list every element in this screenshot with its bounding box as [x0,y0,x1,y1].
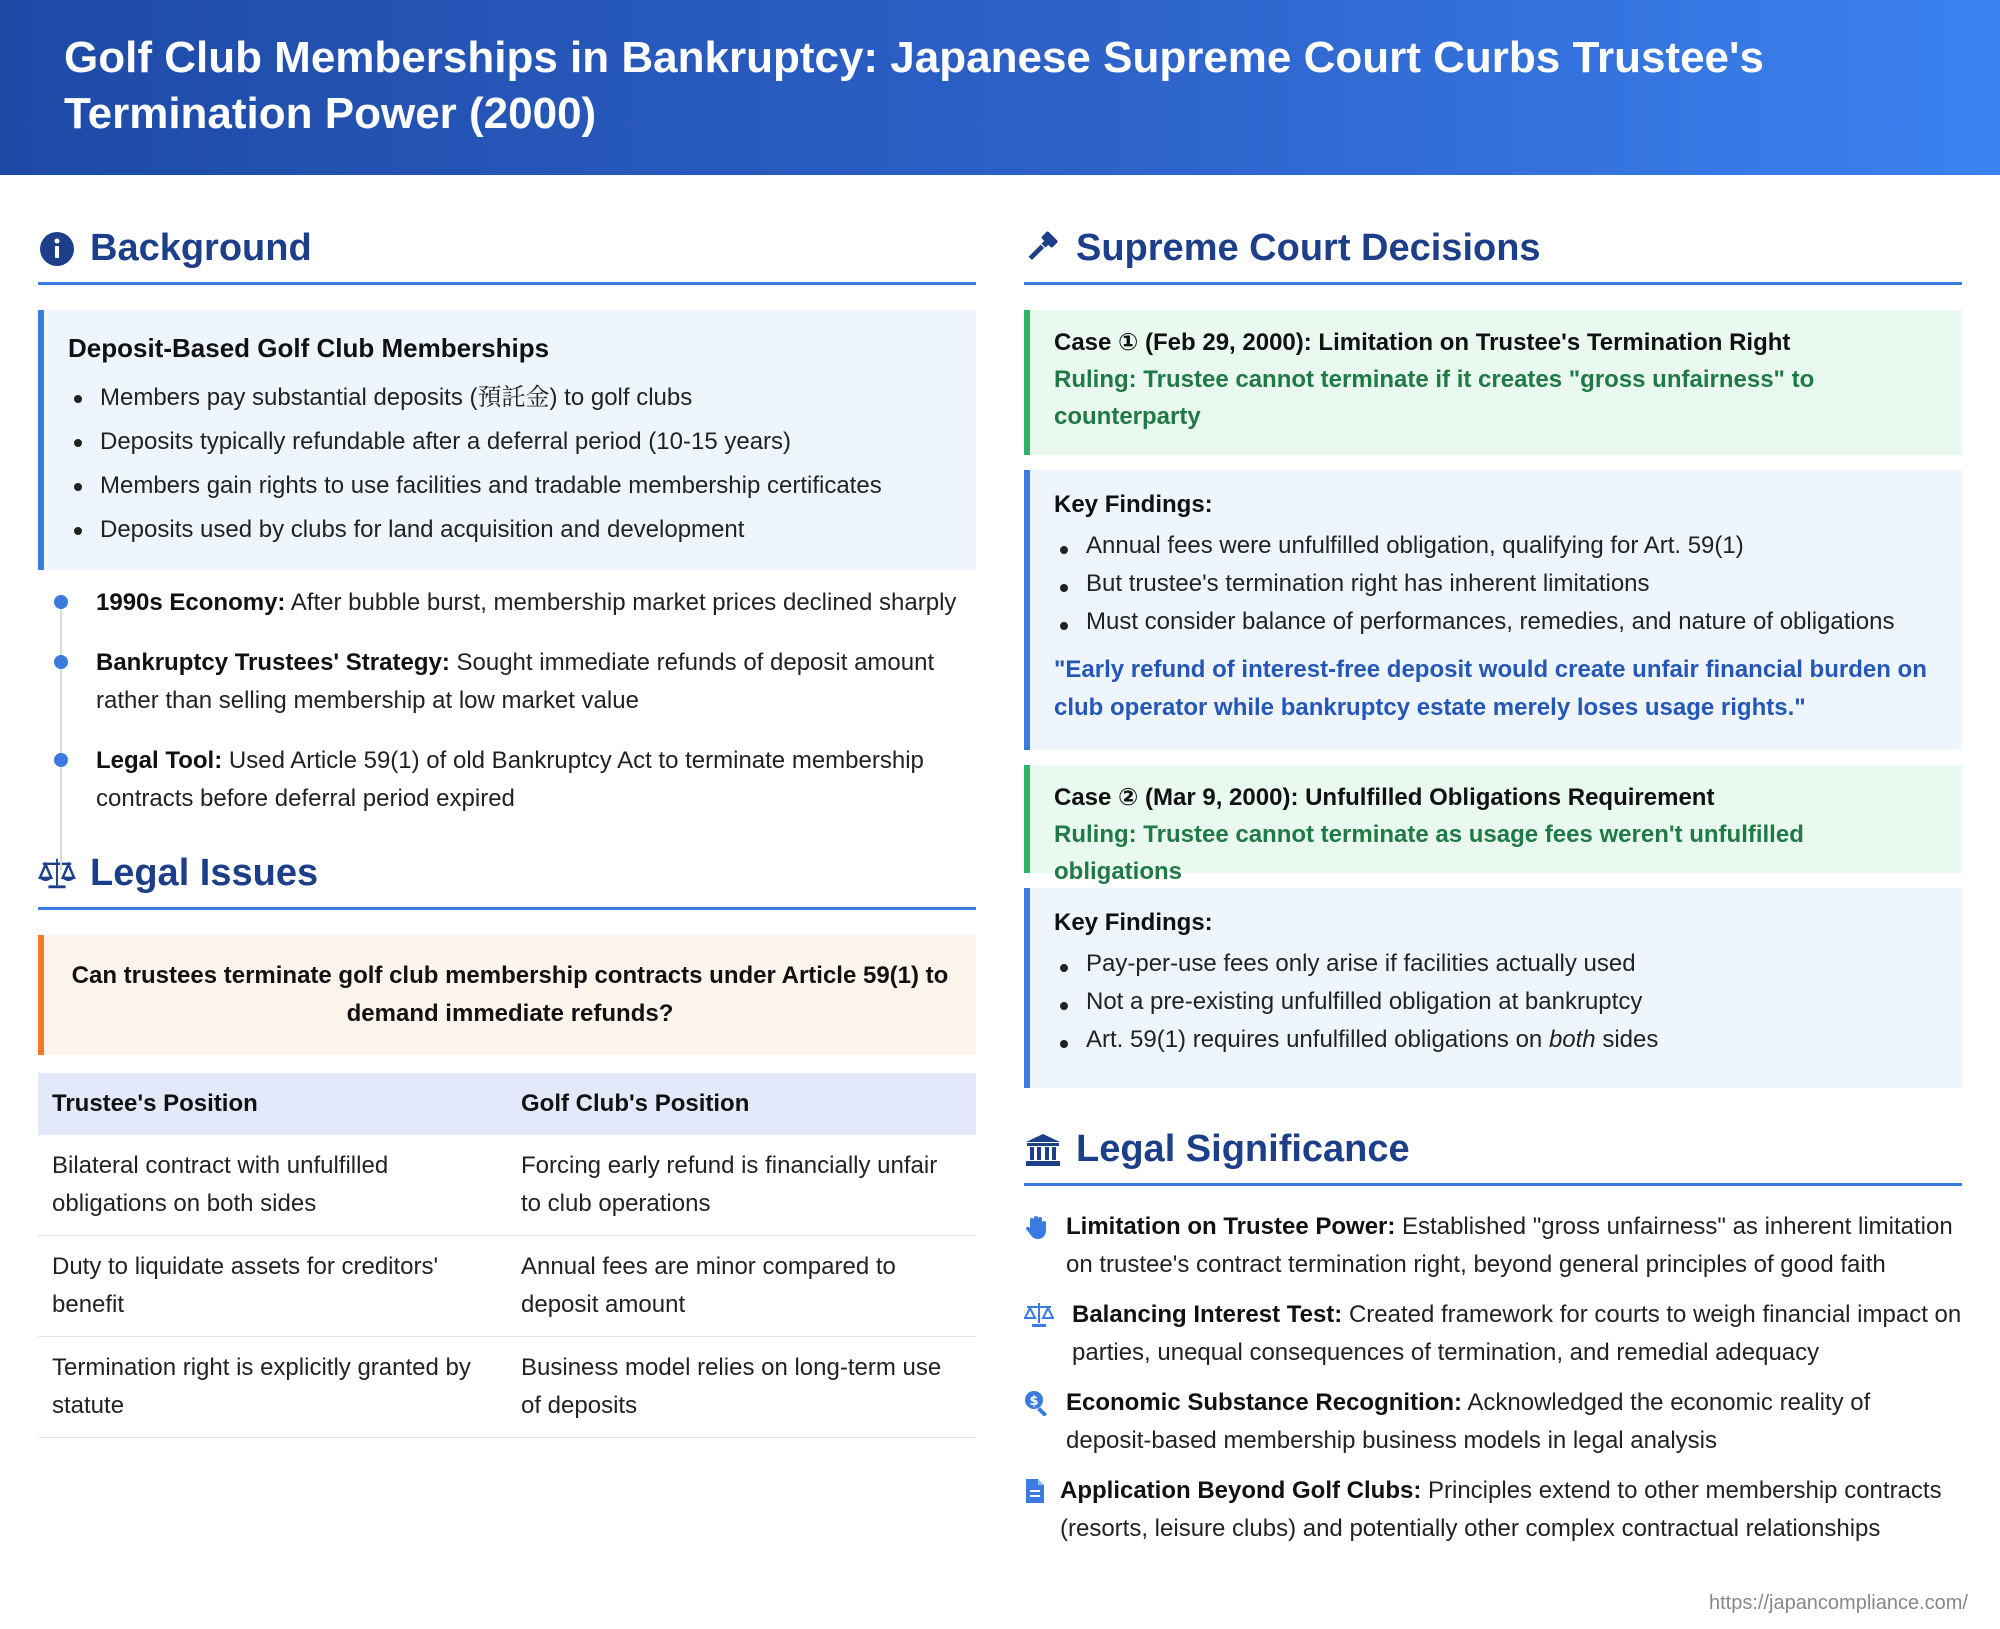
page-header [0,0,2000,175]
significance-text: Created framework for courts to weigh financial impact on parties, unequal consequences of termination, and remedial adequacy [1072,1301,1962,1366]
case2-findings-label: Key Findings: [1054,909,1213,936]
table-cell: Termination right is explicitly granted by statute [38,1337,507,1438]
legal-question-box [38,935,976,1055]
case2-findings-box [1024,888,1962,1088]
search-dollar-icon [1024,1390,1050,1416]
list-item: Must consider balance of performances, remedies, and nature of obligations [1054,603,1938,641]
timeline-dot [54,595,68,609]
background-timeline [38,584,976,818]
list-item: Members gain rights to use facilities and tradable membership certificates [68,464,952,508]
document-icon [1024,1478,1050,1504]
list-item: Not a pre-existing unfulfilled obligation at bankruptcy [1054,983,1938,1021]
timeline-label: 1990s Economy: [96,589,286,616]
info-icon [38,230,76,268]
list-item [1024,1472,1962,1548]
timeline-label: Legal Tool: [96,747,223,774]
deposit-box-title: Deposit-Based Golf Club Memberships [68,333,550,363]
timeline-item [38,584,976,622]
timeline-dot [54,753,68,767]
case2-findings-list [1054,945,1938,1059]
case1-quote: "Early refund of interest-free deposit would create unfair financial burden on club operator while bankruptcy estate merely loses usage rights." [1054,656,1927,721]
timeline-item [38,742,976,818]
scale-icon [38,855,76,893]
scale-icon [1024,1302,1050,1328]
finding-text: Art. 59(1) requires unfulfilled obligations on [1086,1026,1549,1053]
significance-section-header [1024,1116,1962,1186]
case1-title: Case ① (Feb 29, 2000): Limitation on Trustee's Termination Right [1054,329,1791,356]
significance-text: Principles extend to other membership contracts (resorts, leisure clubs) and potentially other complex contractual relationships [1060,1477,1942,1542]
list-item: Annual fees were unfulfilled obligation, qualifying for Art. 59(1) [1054,527,1938,565]
timeline-text: Sought immediate refunds of deposit amount rather than selling membership at low market value [96,649,935,714]
significance-label: Application Beyond Golf Clubs: [1060,1477,1422,1504]
case2-box [1024,765,1962,885]
deposit-info-box [38,310,976,570]
finding-text: sides [1595,1026,1659,1053]
significance-text: Acknowledged the economic reality of deposit-based membership business models in legal analysis [1066,1389,1871,1454]
table-row [38,1337,976,1438]
table-header-club: Golf Club's Position [507,1073,976,1135]
timeline-text: Used Article 59(1) of old Bankruptcy Act to terminate membership contracts before deferral period expired [96,747,924,812]
table-cell: Business model relies on long-term use of deposits [507,1337,976,1438]
case2-ruling: Ruling: Trustee cannot terminate as usage fees weren't unfulfilled obligations [1054,821,1804,885]
table-row [38,1236,976,1337]
gavel-icon [1024,230,1062,268]
timeline-label: Bankruptcy Trustees' Strategy: [96,649,450,676]
timeline-dot [54,655,68,669]
list-item: Deposits typically refundable after a deferral period (10-15 years) [68,420,952,464]
finding-emphasis: both [1548,1026,1596,1053]
svg-text:$: $ [1029,1394,1039,1409]
case1-findings-box [1024,470,1962,750]
list-item [1024,1208,1962,1284]
table-header-row [38,1073,976,1135]
case1-box [1024,310,1962,455]
left-column [38,175,976,1438]
table-cell: Duty to liquidate assets for creditors' benefit [38,1236,507,1337]
page-title: Golf Club Memberships in Bankruptcy: Japanese Supreme Court Curbs Trustee's Termination Power (2000) [64,33,1764,138]
significance-label: Economic Substance Recognition: [1066,1389,1463,1416]
list-item: But trustee's termination right has inherent limitations [1054,565,1938,603]
legal-issues-heading: Legal Issues [90,852,319,894]
legal-issues-section-header [38,840,976,910]
table-cell: Forcing early refund is financially unfair to club operations [507,1135,976,1236]
significance-heading: Legal Significance [1076,1128,1410,1170]
case1-ruling: Ruling: Trustee cannot terminate if it creates "gross unfairness" to counterparty [1054,366,1815,430]
table-row [38,1135,976,1236]
table-cell: Bilateral contract with unfulfilled obligations on both sides [38,1135,507,1236]
timeline-line [60,600,62,870]
table-header-trustee: Trustee's Position [38,1073,507,1135]
list-item [1024,1384,1962,1460]
background-heading: Background [90,227,312,269]
list-item [1024,1296,1962,1372]
landmark-icon [1024,1131,1062,1169]
list-item [1054,1021,1938,1059]
case1-findings-label: Key Findings: [1054,491,1213,518]
legal-question: Can trustees terminate golf club membership contracts under Article 59(1) to demand immediate refunds? [71,962,949,1027]
hand-icon [1024,1214,1050,1240]
case2-title: Case ② (Mar 9, 2000): Unfulfilled Obligations Requirement [1054,784,1715,811]
significance-list [1024,1208,1962,1548]
timeline-item [38,644,976,720]
positions-table [38,1073,976,1438]
list-item: Pay-per-use fees only arise if facilities actually used [1054,945,1938,983]
decisions-heading: Supreme Court Decisions [1076,227,1541,269]
significance-label: Balancing Interest Test: [1072,1301,1343,1328]
background-section-header [38,215,976,285]
table-cell: Annual fees are minor compared to deposit amount [507,1236,976,1337]
case1-findings-list [1054,527,1938,641]
source-url: https://japancompliance.com/ [1708,1592,1968,1614]
timeline-text: After bubble burst, membership market prices declined sharply [285,589,957,616]
deposit-bullet-list [68,376,952,552]
significance-label: Limitation on Trustee Power: [1066,1213,1396,1240]
right-column [1024,175,1962,1560]
significance-text: Established "gross unfairness" as inherent limitation on trustee's contract termination right, beyond general principles of good faith [1066,1213,1953,1278]
list-item: Members pay substantial deposits (預託金) to golf clubs [68,376,952,420]
list-item: Deposits used by clubs for land acquisition and development [68,508,952,552]
decisions-section-header [1024,215,1962,285]
